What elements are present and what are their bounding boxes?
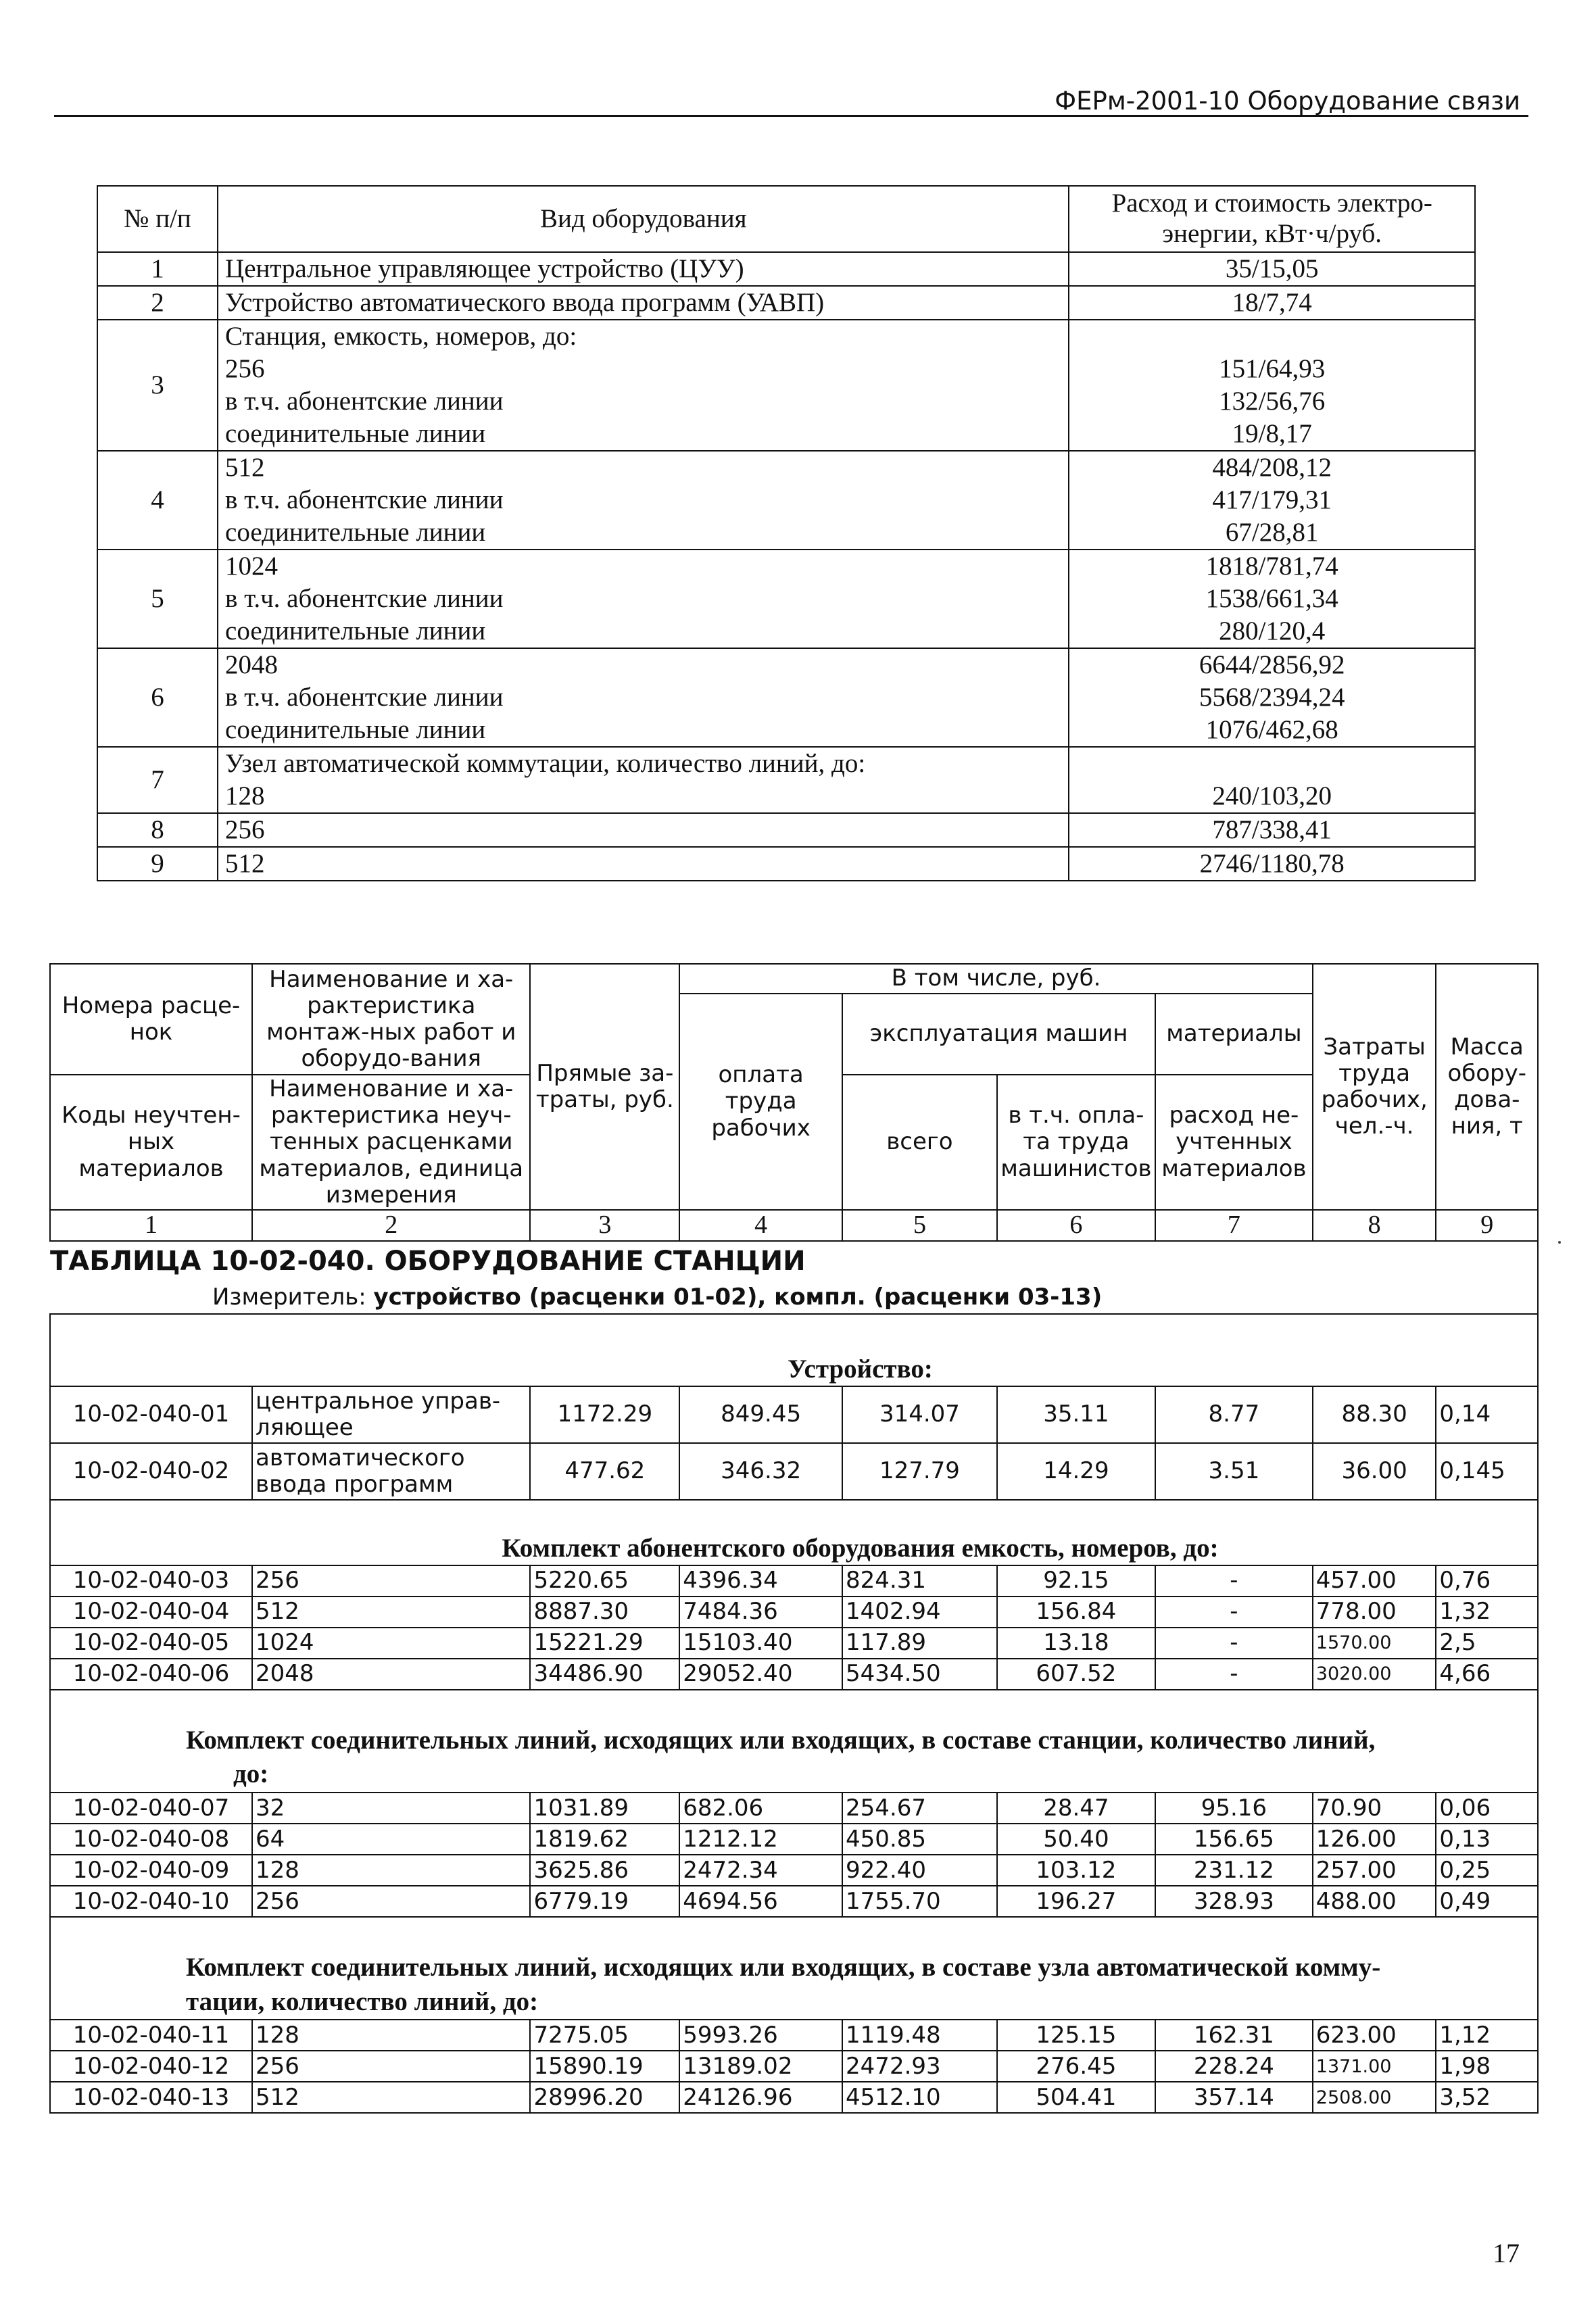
header-machines-total: всего	[842, 1075, 997, 1210]
header-rule	[54, 115, 1528, 117]
header-labor: Затраты труда рабочих, чел.-ч.	[1313, 964, 1436, 1210]
table-row	[50, 1793, 1538, 1824]
rate-code: 10-02-040-10	[50, 1886, 252, 1917]
row-equipment: Центральное управляющее устройство (ЦУУ)	[218, 252, 1069, 286]
table-row	[50, 1443, 1538, 1500]
table-row	[50, 1886, 1538, 1917]
row-num: 1	[97, 252, 218, 286]
equipment-line: соединительные линии	[225, 616, 486, 645]
machine-cost: 1119.48	[842, 2020, 997, 2051]
row-power	[1069, 550, 1475, 648]
column-number: 2	[252, 1210, 530, 1241]
row-equipment	[218, 550, 1069, 648]
rate-name: 128	[252, 1855, 530, 1886]
material-cost: -	[1155, 1628, 1313, 1659]
section-title	[50, 1951, 1538, 2020]
equipment-line: в т.ч. абонентские линии	[225, 683, 504, 712]
rate-name: 2048	[252, 1659, 530, 1690]
equipment-mass: 2,5	[1436, 1628, 1538, 1659]
header-name-top: Наименование и ха-рактеристика монтаж-ных работ и оборудо-вания	[252, 964, 530, 1075]
row-power	[1069, 320, 1475, 451]
wage-cost: 5993.26	[679, 2020, 842, 2051]
machine-wage: 92.15	[997, 1565, 1155, 1597]
equipment-line: 256	[225, 354, 265, 383]
table-header-row	[97, 186, 1475, 252]
rate-code: 10-02-040-11	[50, 2020, 252, 2051]
rate-code: 10-02-040-07	[50, 1793, 252, 1824]
labor-hours: 2508.00	[1313, 2082, 1436, 2113]
row-power: 18/7,74	[1069, 286, 1475, 320]
header-materials: материалы	[1155, 994, 1313, 1075]
material-cost: 228.24	[1155, 2051, 1313, 2082]
direct-cost: 1031.89	[530, 1793, 679, 1824]
table-row	[50, 1597, 1538, 1628]
row-equipment	[218, 451, 1069, 550]
unit-value: устройство (расценки 01-02), компл. (расценки 03-13)	[373, 1283, 1103, 1311]
rate-name: 128	[252, 2020, 530, 2051]
equipment-mass: 1,32	[1436, 1597, 1538, 1628]
column-number: 6	[997, 1210, 1155, 1241]
table-row	[97, 320, 1475, 451]
rate-code: 10-02-040-03	[50, 1565, 252, 1597]
row-equipment	[218, 747, 1069, 813]
column-number: 8	[1313, 1210, 1436, 1241]
row-num: 4	[97, 451, 218, 550]
wage-cost: 7484.36	[679, 1597, 842, 1628]
rate-name: 512	[252, 2082, 530, 2113]
power-line: 484/208,12	[1212, 453, 1332, 482]
direct-cost: 34486.90	[530, 1659, 679, 1690]
section-title	[50, 1724, 1538, 1793]
equipment-line: 512	[225, 453, 265, 482]
machine-wage: 156.84	[997, 1597, 1155, 1628]
row-num: 2	[97, 286, 218, 320]
direct-cost: 1819.62	[530, 1824, 679, 1855]
material-cost: 156.65	[1155, 1824, 1313, 1855]
section-title: Комплект абонентского оборудования емкость, номеров, до:	[50, 1534, 1538, 1565]
column-numbers-row	[50, 1210, 1538, 1241]
table-row	[50, 1824, 1538, 1855]
equipment-mass: 0,13	[1436, 1824, 1538, 1855]
row-num: 3	[97, 320, 218, 451]
wage-cost: 1212.12	[679, 1824, 842, 1855]
equipment-mass: 0,14	[1436, 1386, 1538, 1443]
labor-hours: 488.00	[1313, 1886, 1436, 1917]
header-name-bottom: Наименование и ха-рактеристика неуч-тенных расценками материалов, единица измерения	[252, 1075, 530, 1210]
power-line: 1818/781,74	[1205, 552, 1338, 581]
section-title-line1: Комплект соединительных линий, исходящих или входящих, в составе станции, количество линий,	[186, 1725, 1376, 1755]
material-cost: 3.51	[1155, 1443, 1313, 1500]
machine-wage: 13.18	[997, 1628, 1155, 1659]
power-line: 280/120,4	[1219, 616, 1326, 645]
header-equipment: Вид оборудования	[218, 186, 1069, 252]
machine-wage: 125.15	[997, 2020, 1155, 2051]
unit-prefix: Измеритель:	[212, 1283, 374, 1311]
direct-cost: 6779.19	[530, 1886, 679, 1917]
labor-hours: 1570.00	[1313, 1628, 1436, 1659]
rate-code: 10-02-040-01	[50, 1386, 252, 1443]
rate-name: центральное управ-ляющее	[252, 1386, 530, 1443]
power-line: 151/64,93	[1219, 354, 1326, 383]
equipment-line: 1024	[225, 552, 279, 581]
machine-wage: 607.52	[997, 1659, 1155, 1690]
material-cost: 8.77	[1155, 1386, 1313, 1443]
section-header-row	[50, 1534, 1538, 1565]
machine-cost: 4512.10	[842, 2082, 997, 2113]
wage-cost: 4396.34	[679, 1565, 842, 1597]
power-line	[1076, 748, 1468, 780]
scan-speck	[1558, 1241, 1561, 1244]
machine-wage: 14.29	[997, 1443, 1155, 1500]
machine-cost: 1755.70	[842, 1886, 997, 1917]
direct-cost: 477.62	[530, 1443, 679, 1500]
table-row	[97, 813, 1475, 847]
machine-cost: 2472.93	[842, 2051, 997, 2082]
rate-name: 512	[252, 1597, 530, 1628]
column-number: 9	[1436, 1210, 1538, 1241]
table-row	[97, 451, 1475, 550]
row-num: 6	[97, 648, 218, 747]
machine-cost: 1402.94	[842, 1597, 997, 1628]
header-wage: оплата труда рабочих	[679, 994, 842, 1210]
equipment-line: соединительные линии	[225, 715, 486, 744]
machine-wage: 50.40	[997, 1824, 1155, 1855]
machine-cost: 127.79	[842, 1443, 997, 1500]
row-power: 787/338,41	[1069, 813, 1475, 847]
material-cost: 162.31	[1155, 2020, 1313, 2051]
equipment-line: 128	[225, 781, 265, 810]
wage-cost: 29052.40	[679, 1659, 842, 1690]
rate-name: 1024	[252, 1628, 530, 1659]
table-row	[50, 1386, 1538, 1443]
row-num: 7	[97, 747, 218, 813]
rate-code: 10-02-040-08	[50, 1824, 252, 1855]
equipment-mass: 0,145	[1436, 1443, 1538, 1500]
rate-code: 10-02-040-05	[50, 1628, 252, 1659]
table-row	[50, 2051, 1538, 2082]
material-cost: 231.12	[1155, 1855, 1313, 1886]
header-machines-wage: в т.ч. опла-та труда машинистов	[997, 1075, 1155, 1210]
table-row	[50, 1659, 1538, 1690]
table-unit	[50, 1281, 1537, 1313]
machine-cost: 5434.50	[842, 1659, 997, 1690]
table-row	[97, 648, 1475, 747]
header-including: В том числе, руб.	[679, 964, 1313, 994]
table-row	[50, 2020, 1538, 2051]
section-header-row	[50, 1951, 1538, 2020]
machine-wage: 103.12	[997, 1855, 1155, 1886]
section-header-row	[50, 1724, 1538, 1793]
table-row	[50, 1628, 1538, 1659]
row-num: 5	[97, 550, 218, 648]
equipment-mass: 4,66	[1436, 1659, 1538, 1690]
equipment-line: в т.ч. абонентские линии	[225, 485, 504, 514]
machine-wage: 196.27	[997, 1886, 1155, 1917]
rate-name: 256	[252, 1565, 530, 1597]
material-cost: -	[1155, 1659, 1313, 1690]
power-line: 5568/2394,24	[1199, 683, 1345, 712]
equipment-line: в т.ч. абонентские линии	[225, 584, 504, 613]
power-line: 240/103,20	[1212, 781, 1332, 810]
machine-wage: 28.47	[997, 1793, 1155, 1824]
equipment-line: соединительные линии	[225, 518, 486, 547]
wage-cost: 15103.40	[679, 1628, 842, 1659]
machine-wage: 35.11	[997, 1386, 1155, 1443]
table-title-row	[50, 1241, 1538, 1314]
direct-cost: 28996.20	[530, 2082, 679, 2113]
equipment-line: Узел автоматической коммутации, количество линий, до:	[225, 749, 866, 778]
wage-cost: 682.06	[679, 1793, 842, 1824]
header-num: № п/п	[97, 186, 218, 252]
power-line	[1076, 320, 1468, 353]
labor-hours: 126.00	[1313, 1824, 1436, 1855]
table-row	[97, 550, 1475, 648]
rate-code: 10-02-040-12	[50, 2051, 252, 2082]
equipment-mass: 0,06	[1436, 1793, 1538, 1824]
table-title: ТАБЛИЦА 10-02-040. ОБОРУДОВАНИЕ СТАНЦИИ	[50, 1245, 806, 1277]
material-cost: 328.93	[1155, 1886, 1313, 1917]
row-equipment: 256	[218, 813, 1069, 847]
table-row	[97, 286, 1475, 320]
equipment-line: соединительные линии	[225, 419, 486, 448]
rate-code: 10-02-040-04	[50, 1597, 252, 1628]
power-line: 19/8,17	[1232, 419, 1312, 448]
equipment-line: 2048	[225, 650, 279, 679]
row-power: 35/15,05	[1069, 252, 1475, 286]
header-power	[1069, 186, 1475, 252]
header-power-line1: Расход и стоимость электро-	[1111, 189, 1432, 218]
machine-cost: 450.85	[842, 1824, 997, 1855]
row-power	[1069, 648, 1475, 747]
labor-hours: 36.00	[1313, 1443, 1436, 1500]
labor-hours: 1371.00	[1313, 2051, 1436, 2082]
page-number: 17	[1493, 2238, 1520, 2268]
rate-code: 10-02-040-02	[50, 1443, 252, 1500]
table-row	[97, 847, 1475, 881]
price-table	[49, 963, 1539, 2114]
equipment-mass: 0,76	[1436, 1565, 1538, 1597]
direct-cost: 15221.29	[530, 1628, 679, 1659]
rate-name: 32	[252, 1793, 530, 1824]
row-num: 9	[97, 847, 218, 881]
direct-cost: 1172.29	[530, 1386, 679, 1443]
section-title-line2: до:	[233, 1759, 269, 1789]
header-power-line2: энергии, кВт·ч/руб.	[1162, 219, 1382, 248]
power-line: 6644/2856,92	[1199, 650, 1345, 679]
section-title-line2: тации, количество линий, до:	[186, 1987, 539, 2016]
machine-wage: 504.41	[997, 2082, 1155, 2113]
direct-cost: 5220.65	[530, 1565, 679, 1597]
row-equipment	[218, 648, 1069, 747]
machine-cost: 922.40	[842, 1855, 997, 1886]
rate-name: 64	[252, 1824, 530, 1855]
machine-wage: 276.45	[997, 2051, 1155, 2082]
labor-hours: 70.90	[1313, 1793, 1436, 1824]
header-machines: эксплуатация машин	[842, 994, 1155, 1075]
header-direct: Прямые за-траты, руб.	[530, 964, 679, 1210]
equipment-mass: 1,98	[1436, 2051, 1538, 2082]
labor-hours: 623.00	[1313, 2020, 1436, 2051]
equipment-mass: 3,52	[1436, 2082, 1538, 2113]
wage-cost: 4694.56	[679, 1886, 842, 1917]
header-codes-top: Номера расце-нок	[50, 964, 252, 1075]
machine-cost: 254.67	[842, 1793, 997, 1824]
row-equipment: 512	[218, 847, 1069, 881]
rate-name: 256	[252, 1886, 530, 1917]
rate-code: 10-02-040-13	[50, 2082, 252, 2113]
material-cost: -	[1155, 1597, 1313, 1628]
power-line: 417/179,31	[1212, 485, 1332, 514]
equipment-mass: 1,12	[1436, 2020, 1538, 2051]
rate-name: 256	[252, 2051, 530, 2082]
rate-code: 10-02-040-09	[50, 1855, 252, 1886]
table-header-row	[50, 964, 1538, 994]
labor-hours: 88.30	[1313, 1386, 1436, 1443]
material-cost: 95.16	[1155, 1793, 1313, 1824]
row-equipment: Устройство автоматического ввода программ (УАВП)	[218, 286, 1069, 320]
equipment-mass: 0,25	[1436, 1855, 1538, 1886]
labor-hours: 457.00	[1313, 1565, 1436, 1597]
power-consumption-table	[97, 185, 1476, 881]
column-number: 3	[530, 1210, 679, 1241]
table-row	[50, 2082, 1538, 2113]
row-num: 8	[97, 813, 218, 847]
power-line: 1538/661,34	[1205, 584, 1338, 613]
table-row	[50, 1855, 1538, 1886]
header-materials-unaccounted: расход не-учтенных материалов	[1155, 1075, 1313, 1210]
equipment-line: Станция, емкость, номеров, до:	[225, 322, 577, 351]
row-equipment	[218, 320, 1069, 451]
header-mass: Масса обору-дова-ния, т	[1436, 964, 1538, 1210]
header-codes-bottom: Коды неучтен-ных материалов	[50, 1075, 252, 1210]
section-title: Устройство:	[50, 1355, 1538, 1386]
wage-cost: 24126.96	[679, 2082, 842, 2113]
material-cost: 357.14	[1155, 2082, 1313, 2113]
table-row	[50, 1565, 1538, 1597]
column-number: 1	[50, 1210, 252, 1241]
wage-cost: 2472.34	[679, 1855, 842, 1886]
section-title-line1: Комплект соединительных линий, исходящих или входящих, в составе узла автоматической комму-	[186, 1953, 1381, 1982]
section-header-row	[50, 1355, 1538, 1386]
machine-cost: 824.31	[842, 1565, 997, 1597]
equipment-mass: 0,49	[1436, 1886, 1538, 1917]
row-power: 2746/1180,78	[1069, 847, 1475, 881]
column-number: 7	[1155, 1210, 1313, 1241]
direct-cost: 3625.86	[530, 1855, 679, 1886]
table-row	[97, 747, 1475, 813]
row-power	[1069, 451, 1475, 550]
labor-hours: 257.00	[1313, 1855, 1436, 1886]
material-cost: -	[1155, 1565, 1313, 1597]
direct-cost: 8887.30	[530, 1597, 679, 1628]
rate-name: автоматического ввода программ	[252, 1443, 530, 1500]
row-power	[1069, 747, 1475, 813]
equipment-line: в т.ч. абонентские линии	[225, 387, 504, 416]
power-line: 67/28,81	[1225, 518, 1319, 547]
labor-hours: 3020.00	[1313, 1659, 1436, 1690]
document-header: ФЕРм-2001-10 Оборудование связи	[1055, 87, 1520, 116]
table-row	[97, 252, 1475, 286]
machine-cost: 117.89	[842, 1628, 997, 1659]
wage-cost: 346.32	[679, 1443, 842, 1500]
rate-code: 10-02-040-06	[50, 1659, 252, 1690]
power-line: 132/56,76	[1219, 387, 1326, 416]
direct-cost: 7275.05	[530, 2020, 679, 2051]
column-number: 4	[679, 1210, 842, 1241]
wage-cost: 13189.02	[679, 2051, 842, 2082]
power-line: 1076/462,68	[1205, 715, 1338, 744]
labor-hours: 778.00	[1313, 1597, 1436, 1628]
machine-cost: 314.07	[842, 1386, 997, 1443]
wage-cost: 849.45	[679, 1386, 842, 1443]
direct-cost: 15890.19	[530, 2051, 679, 2082]
column-number: 5	[842, 1210, 997, 1241]
